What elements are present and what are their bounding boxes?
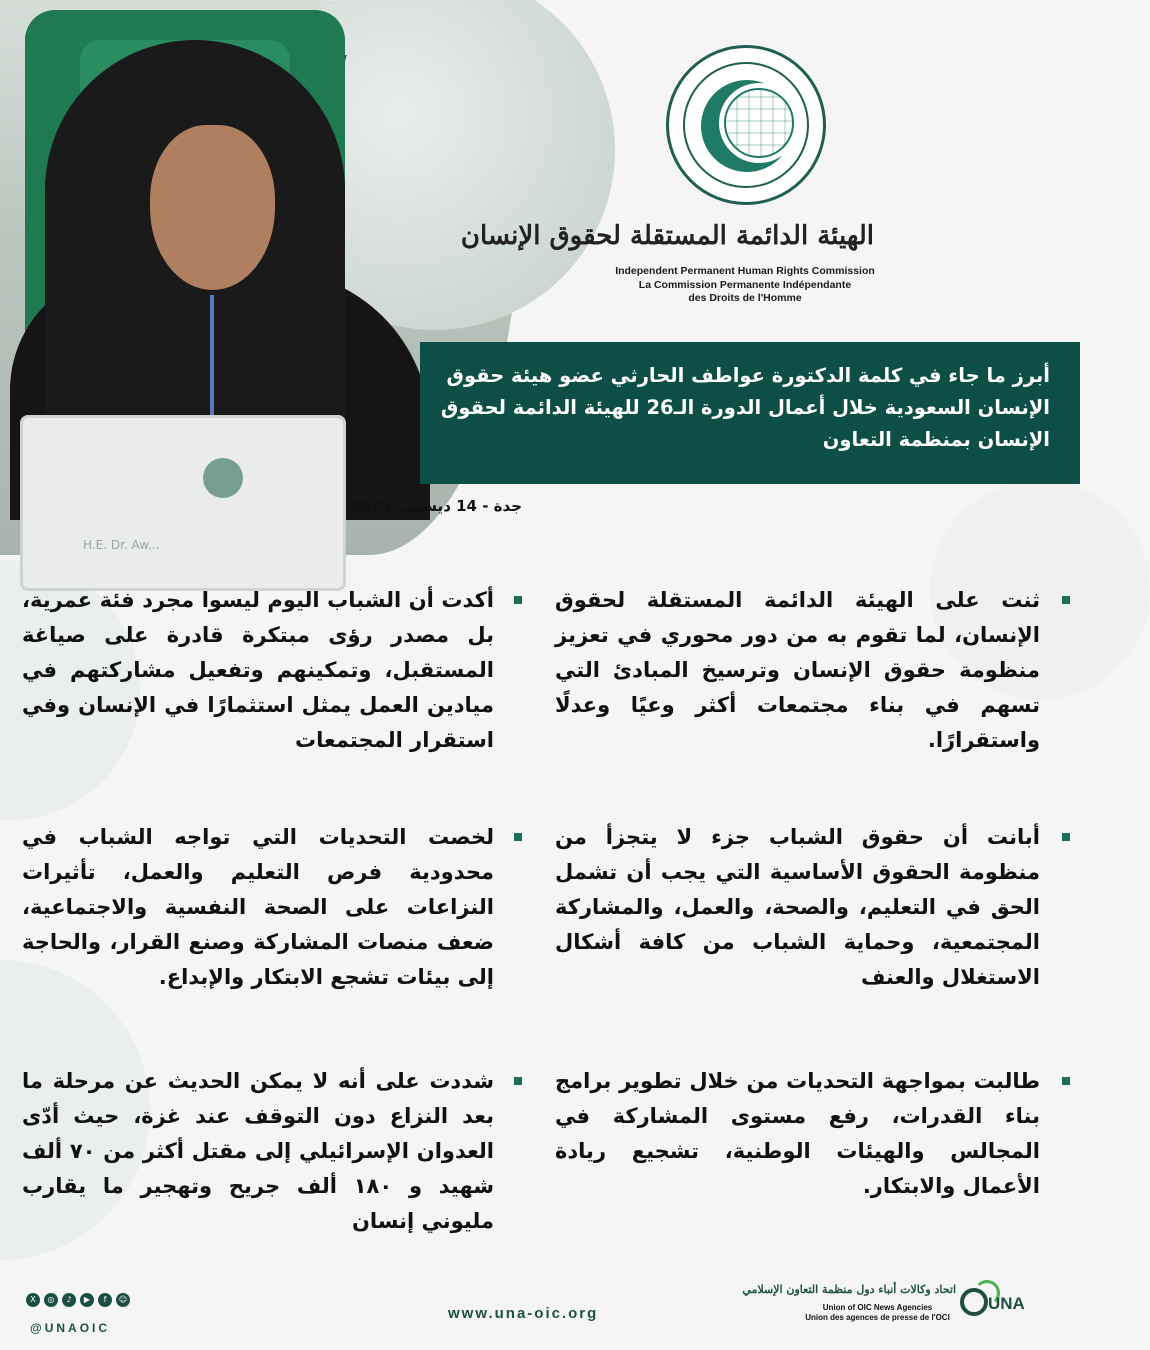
bullet-item bbox=[555, 1064, 1040, 1204]
bullet-marker bbox=[1062, 1077, 1070, 1085]
bullet-item bbox=[555, 583, 1040, 758]
nameplate: H.E. Dr. Aw... bbox=[83, 538, 160, 552]
laptop-logo-icon bbox=[203, 458, 243, 498]
speaker-face bbox=[150, 125, 275, 290]
bullet-text: لخصت التحديات التي تواجه الشباب في محدودية فرص التعليم والعمل، تأثيرات النزاعات على الصحة النفسية والاجتماعية، ضعف منصات المشاركة وصنع القرار، والحاجة إلى بيئات تشجع الابتكار والإبداع. bbox=[22, 825, 494, 989]
bullet-item bbox=[22, 1064, 494, 1239]
iphrc-seal-logo bbox=[666, 45, 826, 205]
una-english-name: Union of OIC News Agencies bbox=[822, 1303, 933, 1312]
bullet-marker bbox=[514, 833, 522, 841]
website-link[interactable]: www.una-oic.org bbox=[448, 1305, 599, 1322]
org-name-english: Independent Permanent Human Rights Commission bbox=[615, 265, 875, 277]
bullet-marker bbox=[514, 596, 522, 604]
social-icons bbox=[26, 1293, 130, 1307]
una-logo-text: UNA bbox=[988, 1294, 1025, 1313]
bullet-item bbox=[22, 583, 494, 758]
bullet-text: أكدت أن الشباب اليوم ليسوا مجرد فئة عمرية، بل مصدر رؤى مبتكرة قادرة على صياغة المستقبل، وتمكينهم وتفعيل مشاركتهم في ميادين العمل يمثل استثمارًا في الإنسان وفي استقرار المجتمعات bbox=[22, 588, 494, 752]
bullet-text: شددت على أنه لا يمكن الحديث عن مرحلة ما بعد النزاع دون التوقف عند غزة، حيث أدّى العدوان الإسرائيلي إلى مقتل أكثر من ٧٠ ألف شهيد و ١٨٠ ألف جريح وتهجير ما يقارب مليوني إنسان bbox=[22, 1069, 495, 1233]
logo-arabic-calligraphy: الهيئة الدائمة المستقلة لحقوق الإنسان bbox=[460, 221, 874, 251]
social-handle[interactable]: @UNAOIC bbox=[30, 1321, 111, 1335]
globe-icon bbox=[724, 88, 794, 158]
headline-banner bbox=[420, 342, 1080, 484]
lanyard bbox=[210, 295, 214, 425]
bullet-text: ثنت على الهيئة الدائمة المستقلة لحقوق الإنسان، لما تقوم به من دور محوري في تعزيز منظومة حقوق الإنسان وترسيخ المبادئ التي تسهم في بناء مجتمعات أكثر وعيًا وعدلًا واستقرارًا. bbox=[555, 588, 1040, 752]
una-arabic-name: اتحاد وكالات أنباء دول منظمة التعاون الإسلامي bbox=[742, 1283, 956, 1296]
dateline: جدة - 14 ديسمبر 2025 bbox=[349, 497, 522, 515]
bullet-text: أبانت أن حقوق الشباب جزء لا يتجزأ من منظومة الحقوق الأساسية التي يجب أن تشمل الحق في التعليم، والصحة، والعمل، والمشاركة المجتمعية، وحماية الشباب من كافة أشكال الاستغلال والعنف bbox=[555, 825, 1040, 989]
bullet-marker bbox=[514, 1077, 522, 1085]
laptop bbox=[20, 415, 346, 591]
bullet-marker bbox=[1062, 833, 1070, 841]
org-name-french-line1: La Commission Permanente Indépendante bbox=[638, 279, 852, 291]
bullet-item bbox=[555, 820, 1040, 995]
facebook-icon[interactable]: f bbox=[98, 1293, 112, 1307]
youtube-icon[interactable]: ▶ bbox=[80, 1293, 94, 1307]
bullet-text: طالبت بمواجهة التحديات من خلال تطوير برامج بناء القدرات، رفع مستوى المشاركة في المجالس والهيئات الوطنية، تشجيع ريادة الأعمال والابتكار. bbox=[555, 1069, 1040, 1198]
org-name-french-line2: des Droits de l'Homme bbox=[688, 292, 802, 304]
una-logo bbox=[960, 1280, 1035, 1325]
bullet-item bbox=[22, 820, 494, 995]
una-french-name: Union des agences de presse de l'OCI bbox=[805, 1313, 950, 1322]
x-icon[interactable]: X bbox=[26, 1293, 40, 1307]
bullet-marker bbox=[1062, 596, 1070, 604]
headline-text: أبرز ما جاء في كلمة الدكتورة عواطف الحارثي عضو هيئة حقوق الإنسان السعودية خلال أعمال الدورة الـ26 للهيئة الدائمة لحقوق الإنسان بمنظمة التعاون bbox=[440, 364, 1050, 451]
instagram-icon[interactable]: ◎ bbox=[44, 1293, 58, 1307]
tiktok-icon[interactable]: ♪ bbox=[62, 1293, 76, 1307]
snapchat-icon[interactable]: ☺ bbox=[116, 1293, 130, 1307]
